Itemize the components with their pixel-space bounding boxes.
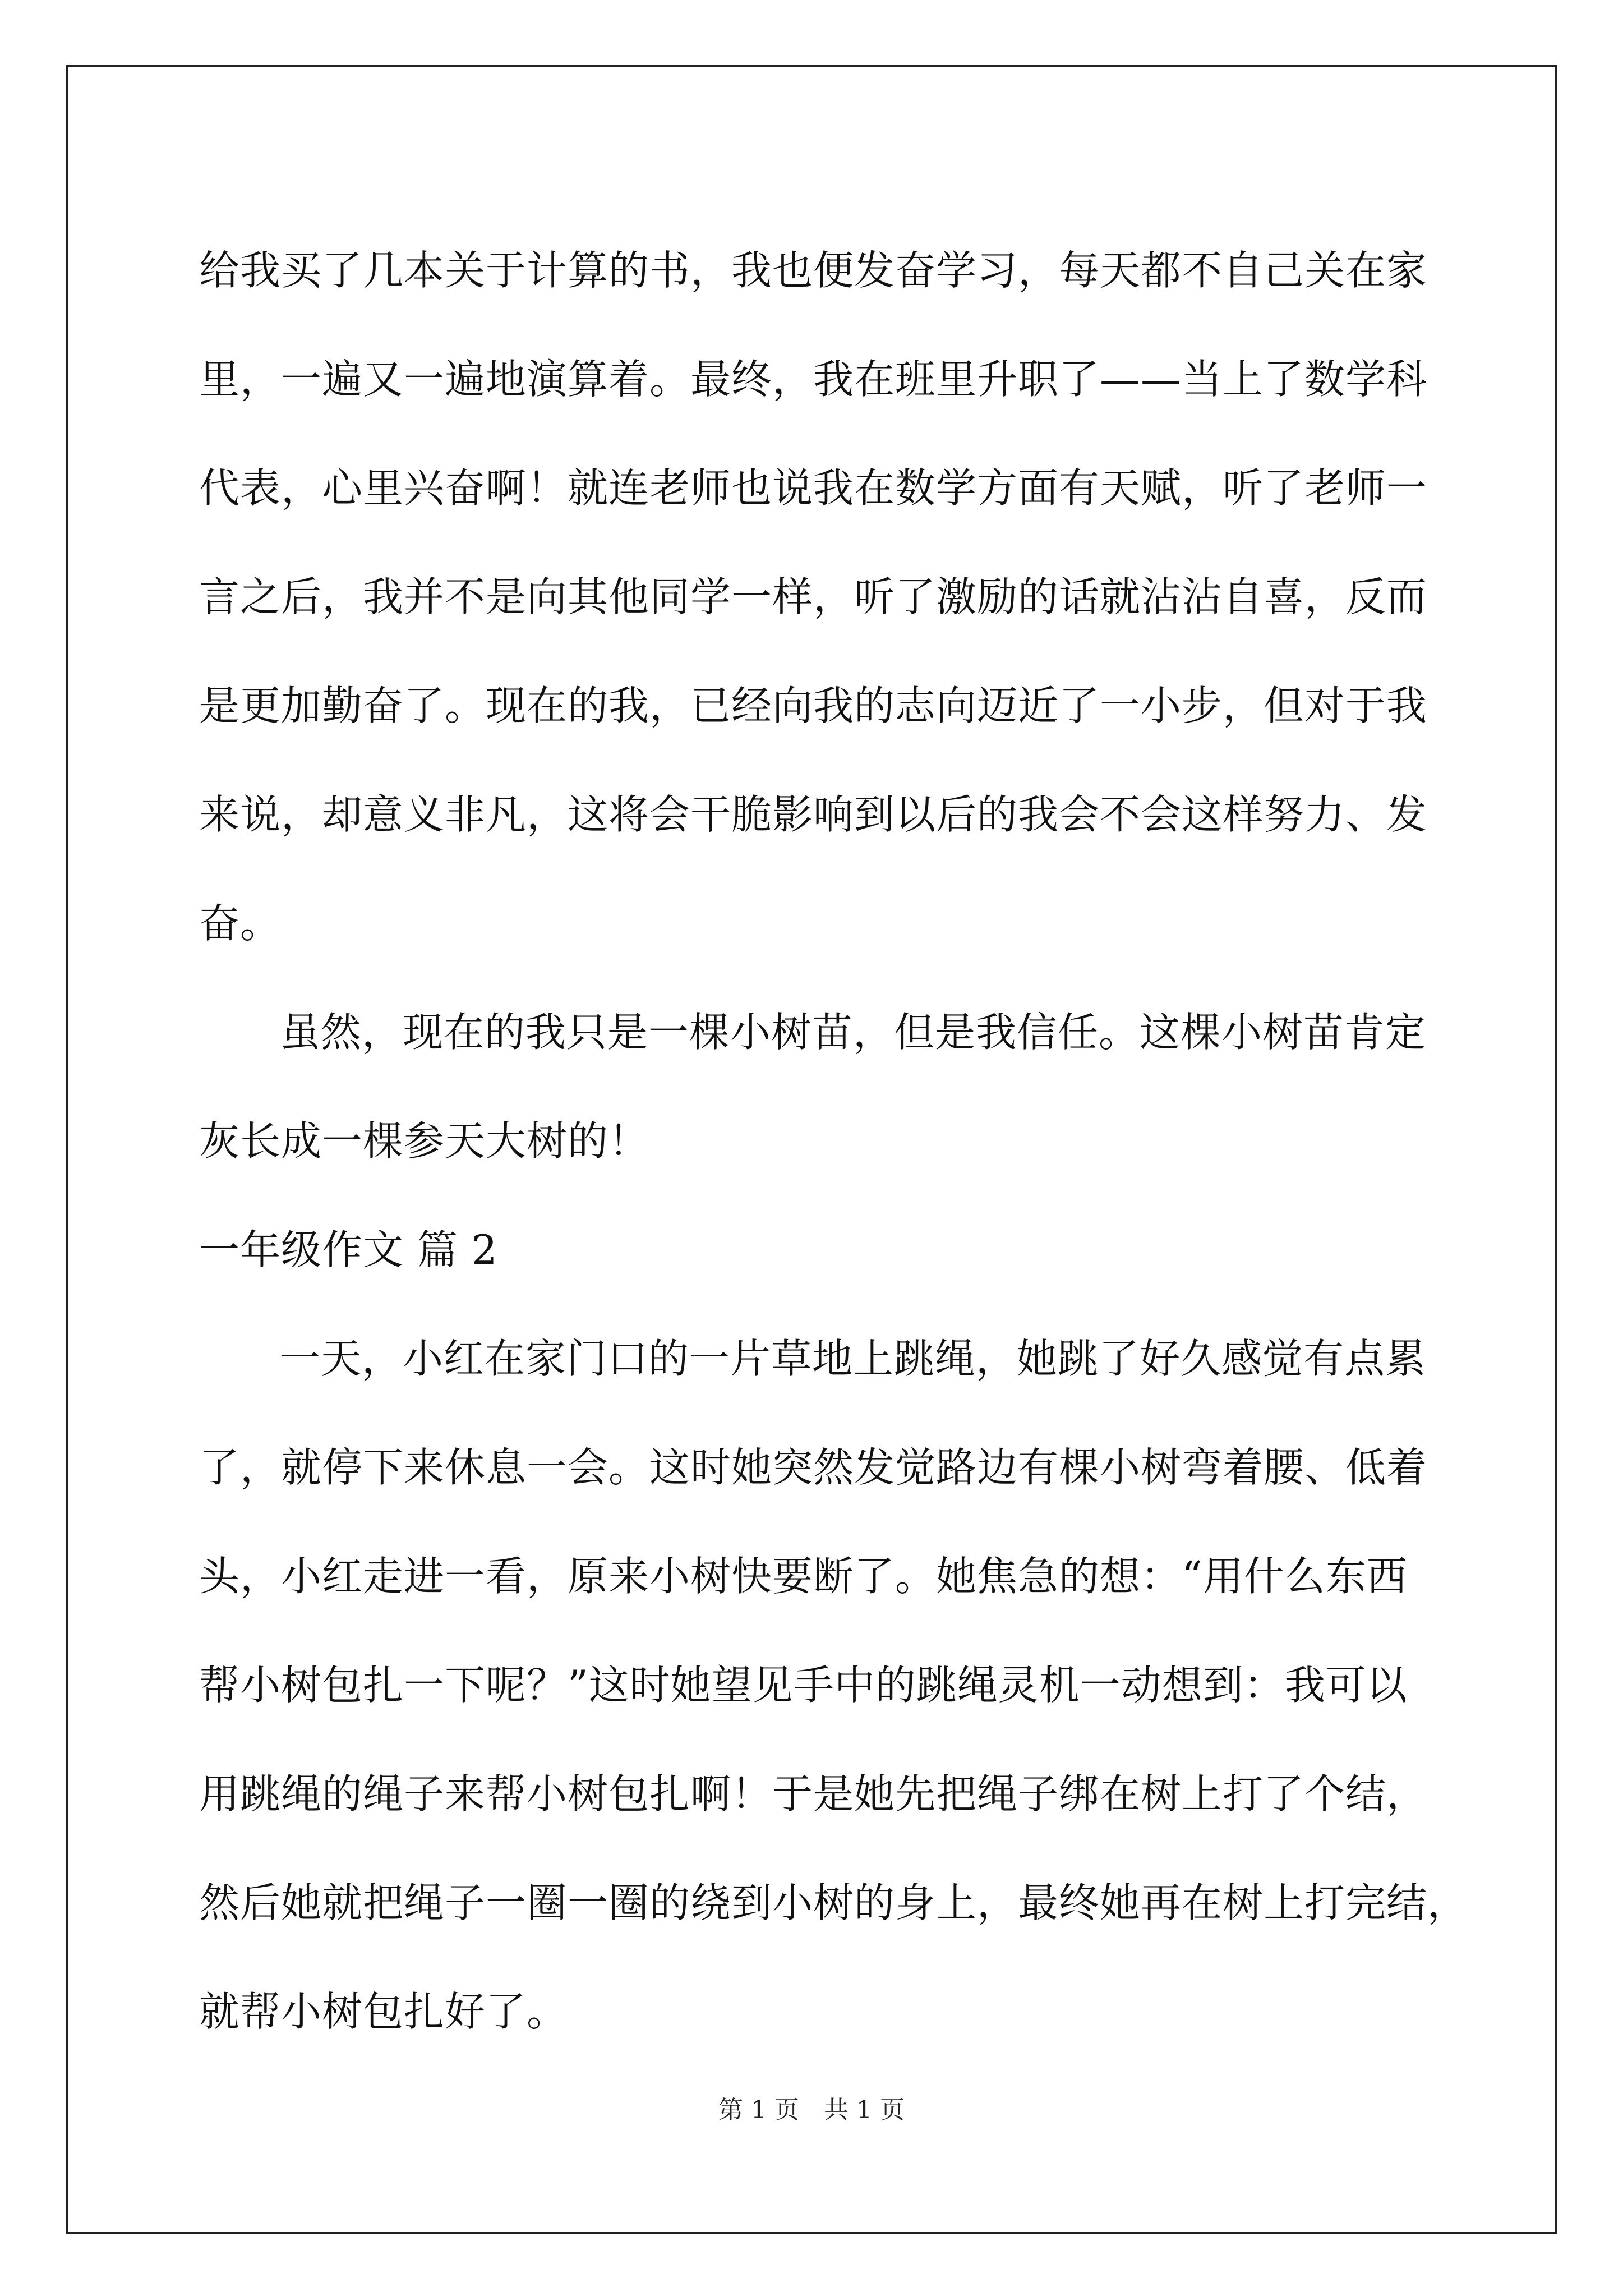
text-line: 是更加勤奋了。现在的我，已经向我的志向迈近了一小步，但对于我 (199, 682, 1428, 729)
text-line: 帮小树包扎一下呢？”这时她望见手中的跳绳灵机一动想到：我可以 (199, 1662, 1408, 1709)
text-line: 里，一遍又一遍地演算着。最终，我在班里升职了——当上了数学科 (199, 356, 1428, 403)
text-line: 灰长成一棵参天大树的！ (199, 1117, 650, 1165)
section-heading: 一年级作文 篇 2 (199, 1226, 498, 1273)
text-line: 来说，却意义非凡，这将会干脆影响到以后的我会不会这样努力、发 (199, 791, 1428, 838)
document-body (199, 216, 1469, 2066)
text-line: 给我买了几本关于计算的书，我也便发奋学习，每天都不自己关在家 (199, 247, 1428, 294)
text-line: 奋。 (199, 900, 282, 947)
text-line: 用跳绳的绳子来帮小树包扎啊！于是她先把绳子绑在树上打了个结， (199, 1770, 1428, 1818)
text-line: 虽然，现在的我只是一棵小树苗，但是我信任。这棵小树苗肯定 (280, 1009, 1427, 1056)
text-line: 言之后，我并不是向其他同学一样，听了激励的话就沾沾自喜，反而 (199, 573, 1428, 620)
text-line: 然后她就把绳子一圈一圈的绕到小树的身上，最终她再在树上打完结， (199, 1879, 1469, 1926)
text-line: 头，小红走进一看，原来小树快要断了。她焦急的想：“用什么东西 (199, 1553, 1408, 1600)
text-line: 了，就停下来休息一会。这时她突然发觉路边有棵小树弯着腰、低着 (199, 1444, 1428, 1491)
text-line: 一天，小红在家门口的一片草地上跳绳，她跳了好久感觉有点累 (280, 1335, 1427, 1382)
page-footer: 第 1 页 共 1 页 (718, 2096, 905, 2124)
text-line: 就帮小树包扎好了。 (199, 1988, 568, 2035)
text-line: 代表，心里兴奋啊！就连老师也说我在数学方面有天赋，听了老师一 (199, 464, 1428, 512)
